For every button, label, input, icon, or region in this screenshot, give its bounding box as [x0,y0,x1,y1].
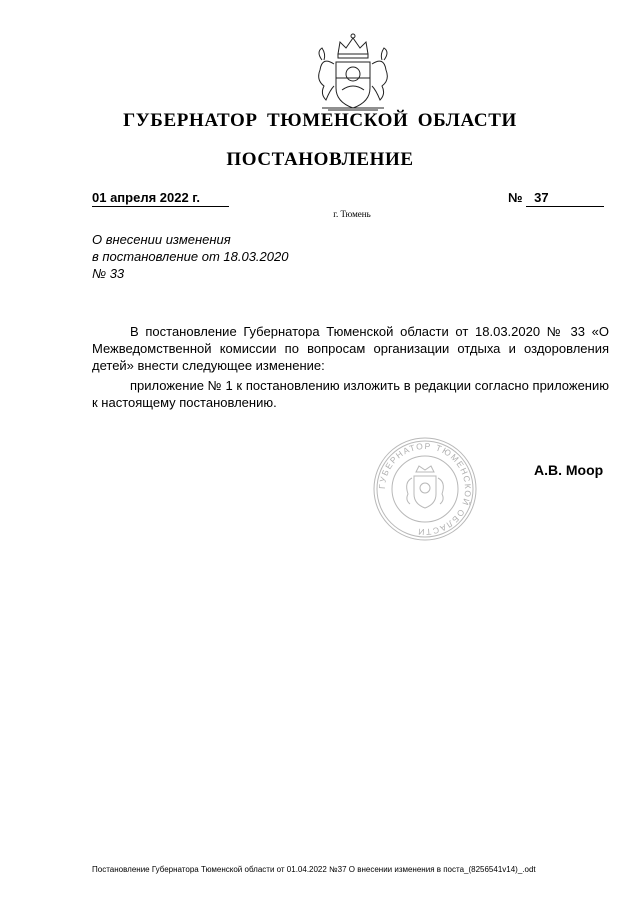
subject-line-3: № 33 [92,266,125,281]
doc-type-title: ПОСТАНОВЛЕНИЕ [226,149,414,170]
document-body [92,323,609,411]
official-seal-icon [372,436,478,542]
document-number-field [508,190,604,207]
document-subject [92,231,288,282]
footer-filename: Постановление Губернатора Тюменской области от 01.04.2022 №37 О внесении изменения в поста_(8256541v14)_.odt [92,865,536,874]
city-name: г. Тюмень [333,209,371,219]
body-paragraph-2: приложение № 1 к постановлению изложить в редакции согласно приложению к настоящему постановлению. [92,378,609,410]
document-number: 37 [526,190,604,207]
document-date: 01 апреля 2022 г. [92,190,229,207]
signer-name: А.В. Моор [534,462,604,478]
subject-line-1: О внесении изменения [92,232,231,247]
subject-line-2: в постановление от 18.03.2020 [92,249,289,264]
number-sign: № [508,190,523,205]
org-title: ГУБЕРНАТОР ТЮМЕНСКОЙ ОБЛАСТИ [123,110,517,131]
tyumen-coat-of-arms-icon [300,30,406,116]
seal-text: ГУБЕРНАТОР ТЮМЕНСКОЙ ОБЛАСТИ [376,440,474,538]
body-paragraph-1: В постановление Губернатора Тюменской области от 18.03.2020 № 33 «О Межведомственной комиссии по вопросам организации отдыха и оздоровления детей» внести следующее изменение: [92,324,609,373]
